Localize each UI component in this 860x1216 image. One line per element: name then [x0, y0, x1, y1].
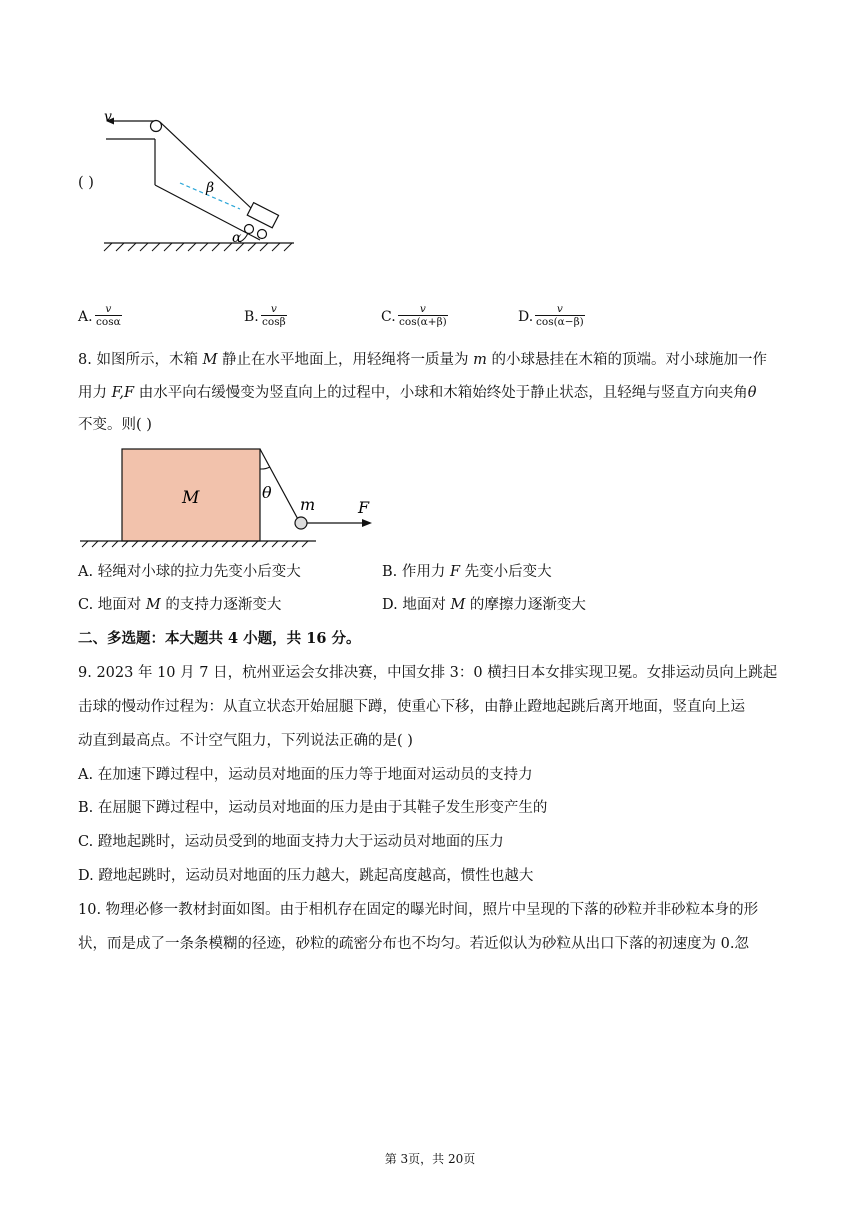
label-m: m [300, 495, 316, 514]
q10-stem-line1: 10. 物理必修一教材封面如图。由于相机存在固定的曝光时间，照片中呈现的下落的砂粒并非砂粒本身的形 [78, 902, 759, 918]
box-ball-figure [78, 443, 378, 553]
label-beta: β [206, 180, 215, 196]
q9-option-c: C. 蹬地起跳时，运动员受到的地面支持力大于运动员对地面的压力 [78, 834, 504, 850]
fraction-denominator: cos(α+β) [399, 316, 447, 328]
fraction-numerator: v [270, 303, 277, 315]
q9-option-b: B. 在屈腿下蹲过程中，运动员对地面的压力是由于其鞋子发生形变产生的 [78, 800, 548, 816]
q7-option-a-fraction [95, 303, 122, 328]
q8-option-a: A. 轻绳对小球的拉力先变小后变大 [78, 564, 301, 580]
section-heading: 二、多选题：本大题共 4 小题，共 16 分。 [78, 630, 361, 647]
q9-stem-line1: 9. 2023 年 10 月 7 日，杭州亚运会女排决赛，中国女排 3：0 横扫日本女排实现卫冕。女排运动员向上跳起 [78, 665, 778, 681]
q8-diagram [78, 443, 378, 553]
q7-option-b-fraction [261, 303, 287, 328]
q7-option-c-label: C. [381, 309, 396, 325]
q8-option-b: B. 作用力 F 先变小后变大 [382, 564, 552, 580]
pulley-incline-figure [90, 105, 310, 255]
fraction-numerator: v [556, 303, 563, 315]
q7-option-d-fraction [535, 303, 585, 328]
label-M: M [182, 488, 200, 508]
q9-stem-line2: 击球的慢动作过程为：从直立状态开始屈腿下蹲，使重心下移，由静止蹬地起跳后离开地面，竖直向上运 [78, 699, 745, 715]
q8-stem-line2: 用力 F,F 由水平向右缓慢变为竖直向上的过程中，小球和木箱始终处于静止状态，且轻绳与竖直方向夹角θ [78, 385, 757, 401]
fraction-numerator: v [419, 303, 426, 315]
label-alpha: α [232, 230, 242, 246]
q9-option-a: A. 在加速下蹲过程中，运动员对地面的压力等于地面对运动员的支持力 [78, 767, 533, 783]
q8-option-c: C. 地面对 M 的支持力逐渐变大 [78, 597, 282, 613]
q7-option-b-label: B. [244, 309, 259, 325]
fraction-denominator: cos(α−β) [536, 316, 584, 328]
q8-option-d: D. 地面对 M 的摩擦力逐渐变大 [382, 597, 586, 613]
fraction-denominator: cosα [96, 316, 121, 328]
q10-stem-line2: 状，而是成了一条条模糊的径迹，砂粒的疏密分布也不均匀。若近似认为砂粒从出口下落的初速度为 0.忽 [78, 936, 749, 952]
q9-stem-line3: 动直到最高点。不计空气阻力，下列说法正确的是( ) [78, 733, 413, 749]
label-theta: θ [262, 483, 272, 502]
q7-answer-paren: ( ) [78, 175, 94, 191]
fraction-denominator: cosβ [262, 316, 286, 328]
label-v: v [104, 109, 112, 125]
q7-diagram [90, 105, 310, 255]
q8-stem-line1: 8. 如图所示，木箱 M 静止在水平地面上，用轻绳将一质量为 m 的小球悬挂在木箱的顶端。对小球施加一作 [78, 352, 767, 368]
q8-stem-line3: 不变。则( ) [78, 417, 152, 433]
q9-option-d: D. 蹬地起跳时，运动员对地面的压力越大，跳起高度越高，惯性也越大 [78, 868, 534, 884]
ball [295, 517, 307, 529]
q7-option-d-label: D. [518, 309, 534, 325]
label-F: F [358, 498, 370, 517]
q7-option-c-fraction [398, 303, 448, 328]
q7-option-a-label: A. [78, 309, 93, 325]
fraction-numerator: v [105, 303, 112, 315]
page-footer: 第 3页，共 20页 [384, 1152, 476, 1166]
